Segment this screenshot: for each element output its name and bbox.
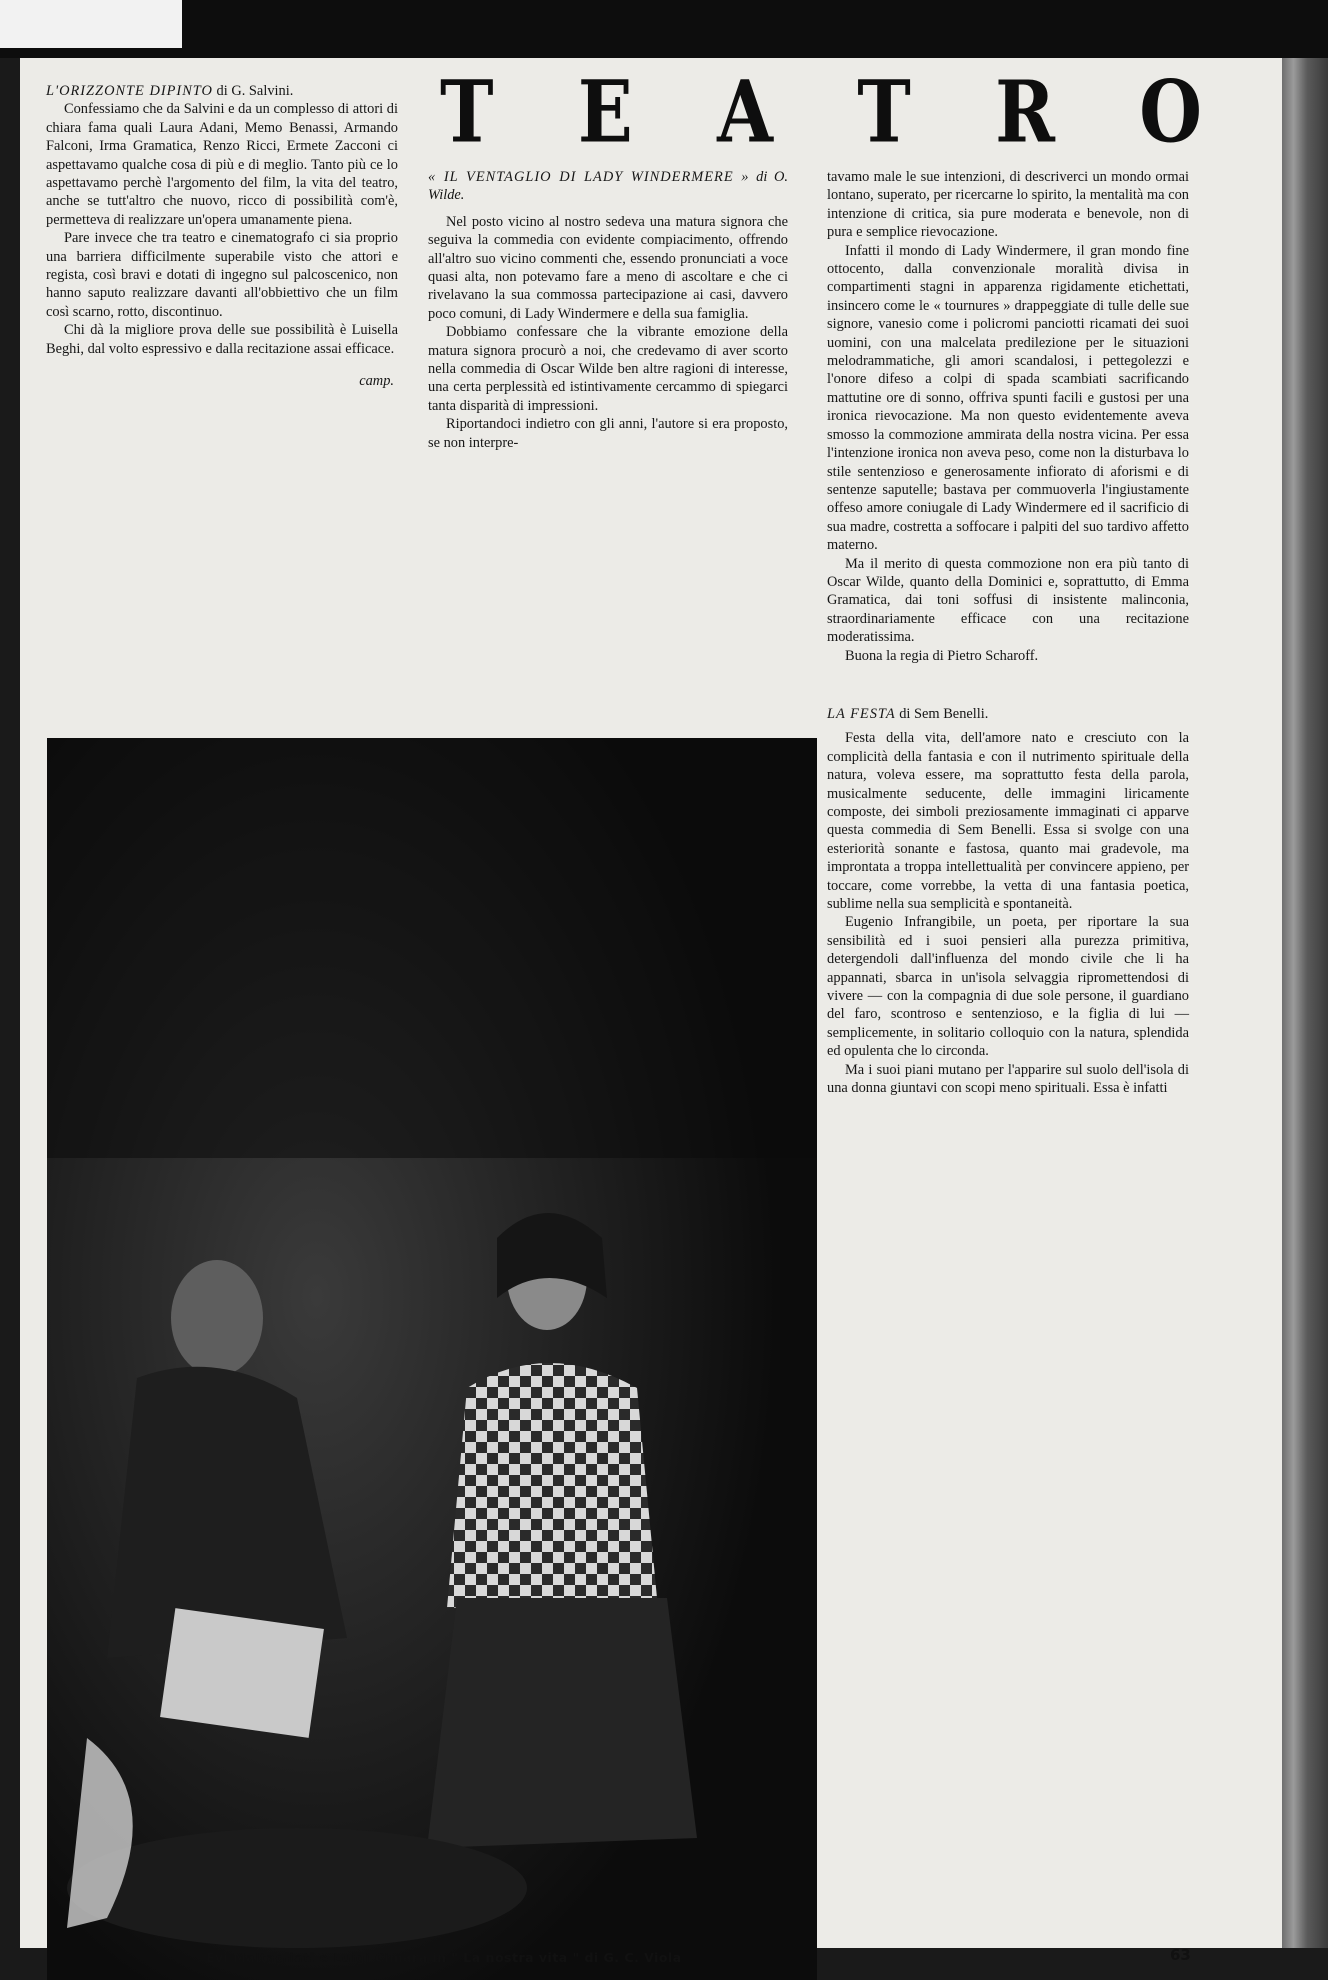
photo-caption: Evi Maltagliati e Luigi Cimara in " La nostra vita " di G. C. Viola	[206, 1950, 682, 1965]
review-byline: di O. Wilde.	[428, 169, 788, 204]
review-heading	[827, 705, 1189, 723]
section-header-teatro	[440, 61, 1202, 162]
review-heading	[428, 168, 788, 205]
magazine-page	[20, 58, 1282, 1965]
header-letter: A	[717, 61, 773, 162]
review-column-continued	[827, 168, 1189, 1098]
review-paragraph: Ma il merito di questa commozione non era più tanto di Oscar Wilde, quanto della Dominici e, soprattutto, di Emma Gramatica, dai toni soffusi di insistente malinconia, straordinariamente efficace con una recitazione moderatissima.	[827, 555, 1189, 646]
film-still-photo	[47, 738, 817, 1980]
review-paragraph: Ma i suoi piani mutano per l'apparire sul suolo dell'isola di una donna giuntavi con scopi meno spirituali. Essa è infatti	[827, 1061, 1189, 1097]
review-paragraph: tavamo male le sue intenzioni, di descriverci un mondo ormai lontano, superato, per ricercarne lo spirito, la mentalità ma con intenzione di critica, sia pure moderata e benevole, non di pura e semplice rievocazione.	[827, 169, 1189, 241]
review-paragraph: Eugenio Infrangibile, un poeta, per riportare la sua sensibilità ed i suoi pensieri alla purezza primitiva, detergendoli dall'influenza del mondo civile che li ha appannati, sbarca in un'isola selvaggia ripromettendosi di vivere — con la compagnia di due sole persone, il guardiano del faro, scontroso e sentenzioso, e la figlia di lui — semplicemente, in solitario colloquio con la natura, splendida ed opulenta che lo circonda.	[827, 914, 1189, 1060]
header-letter: R	[995, 61, 1055, 162]
review-paragraph: Dobbiamo confessare che la vibrante emozione della matura signora procurò a noi, che credevamo di aver scorto nella commedia di Oscar Wilde ben altre ragioni di interesse, una certa perplessità ed istintivamente cercammo di spiegarci tanta disparità di impressioni.	[428, 324, 788, 414]
review-byline: di Sem Benelli.	[895, 705, 989, 722]
review-paragraph: Riportandoci indietro con gli anni, l'autore si era proposto, se non interpre-	[428, 416, 788, 451]
review-heading	[46, 82, 398, 100]
review-paragraph: Chi dà la migliore prova delle sue possibilità è Luisella Beghi, dal volto espressivo e dalla recitazione assai efficace.	[46, 322, 398, 357]
scan-corner-patch	[0, 0, 182, 48]
review-signature: camp.	[359, 373, 394, 390]
scan-top-border	[0, 0, 1328, 58]
review-title: LA FESTA	[827, 705, 896, 722]
review-paragraph: Buona la regia di Pietro Scharoff.	[845, 647, 1039, 664]
review-column-orizzonte	[46, 82, 398, 391]
page-number: 63	[1170, 1946, 1191, 1964]
book-binding-edge	[1282, 58, 1328, 1948]
review-paragraph: Confessiamo che da Salvini e da un complesso di attori di chiara fama quali Laura Adani, Memo Benassi, Armando Falconi, Irma Gramatica, Renzo Ricci, Ermete Zacconi ci aspettavamo qualche cosa di più e di meglio. Tanto più ce lo aspettavamo perchè l'argomento del film, la vita del teatro, anche se tutt'altro che nuovo, ricco di possibilità com'è, permetteva di realizzare un'opera umanamente piena.	[46, 101, 398, 228]
review-paragraph: Festa della vita, dell'amore nato e cresciuto con la complicità della fantasia e con il nutrimento spirituale della natura, voleva essere, ma soprattutto festa della parola, musicalmente seducente, delle immagini liricamente composte, dei simboli preziosamente immaginati ci apparve questa commedia di Sem Benelli. Essa si svolge con una esteriorità sonante e fastosa, quanto mai gradevole, ma improntata a troppa intellettualità per convincere appieno, per toccare, come vorrebbe, la vetta di una fantasia poetica, sublime nella sua semplicità e spontaneità.	[827, 730, 1189, 913]
review-column-ventaglio	[428, 168, 788, 452]
review-title: « IL VENTAGLIO DI LADY WINDERMERE »	[428, 169, 750, 185]
photo-illustration	[47, 738, 817, 1980]
review-paragraph: Pare invece che tra teatro e cinematografo ci sia proprio una barriera difficilmente superabile visto che attori e regista, così bravi e dotati di ingegno sul palcoscenico, non hanno saputo realizzare davanti all'obbiettivo che un film così scarno, rotto, discontinuo.	[46, 230, 398, 320]
review-title: L'ORIZZONTE DIPINTO	[46, 83, 213, 99]
header-letter: E	[577, 61, 633, 162]
header-letter: O	[1139, 61, 1202, 162]
review-paragraph: Infatti il mondo di Lady Windermere, il gran mondo fine ottocento, dalla convenzionale moralità divisa in compartimenti stagni in apparenza rigidamente etichettati, insincero come le « tournures » drappeggiate di tulle delle sue signore, vanesio come i policromi panciotti ricamati dei suoi uomini, con una malcelata predilezione per le situazioni melodrammatiche, gli amori scandalosi, i pettegolezzi e l'onore difeso a colpi di spada scambiati sacrificando mattutine ore di sonno, offriva spunti facili e gustosi per una ironica rievocazione. Ma non questo evidentemente aveva smosso la commozione ammirata della nostra vicina. Per essa l'intenzione ironica non aveva peso, come non la disturbava lo stile sentenzioso e generosamente infiorato di aforismi e di sentenze saputelle; bastava per commuoverla l'ingiustamente offeso amore coniugale di Lady Windermere ed il sacrificio di sua madre, costretta a soffocare i palpiti del suo tardivo affetto materno.	[827, 242, 1189, 554]
review-byline: di G. Salvini.	[212, 83, 294, 99]
review-paragraph: Nel posto vicino al nostro sedeva una matura signora che seguiva la commedia con evidente compiacimento, offrendo all'altro suo vicino commenti che, essendo pronunciati a voce quasi alta, non potevamo fare a meno di ascoltare e che ci rivelavano la sua commossa partecipazione ai casi, davvero poco comuni, di Lady Windermere e della sua famiglia.	[428, 213, 788, 322]
header-letter: T	[857, 61, 911, 162]
header-letter: T	[440, 61, 494, 162]
